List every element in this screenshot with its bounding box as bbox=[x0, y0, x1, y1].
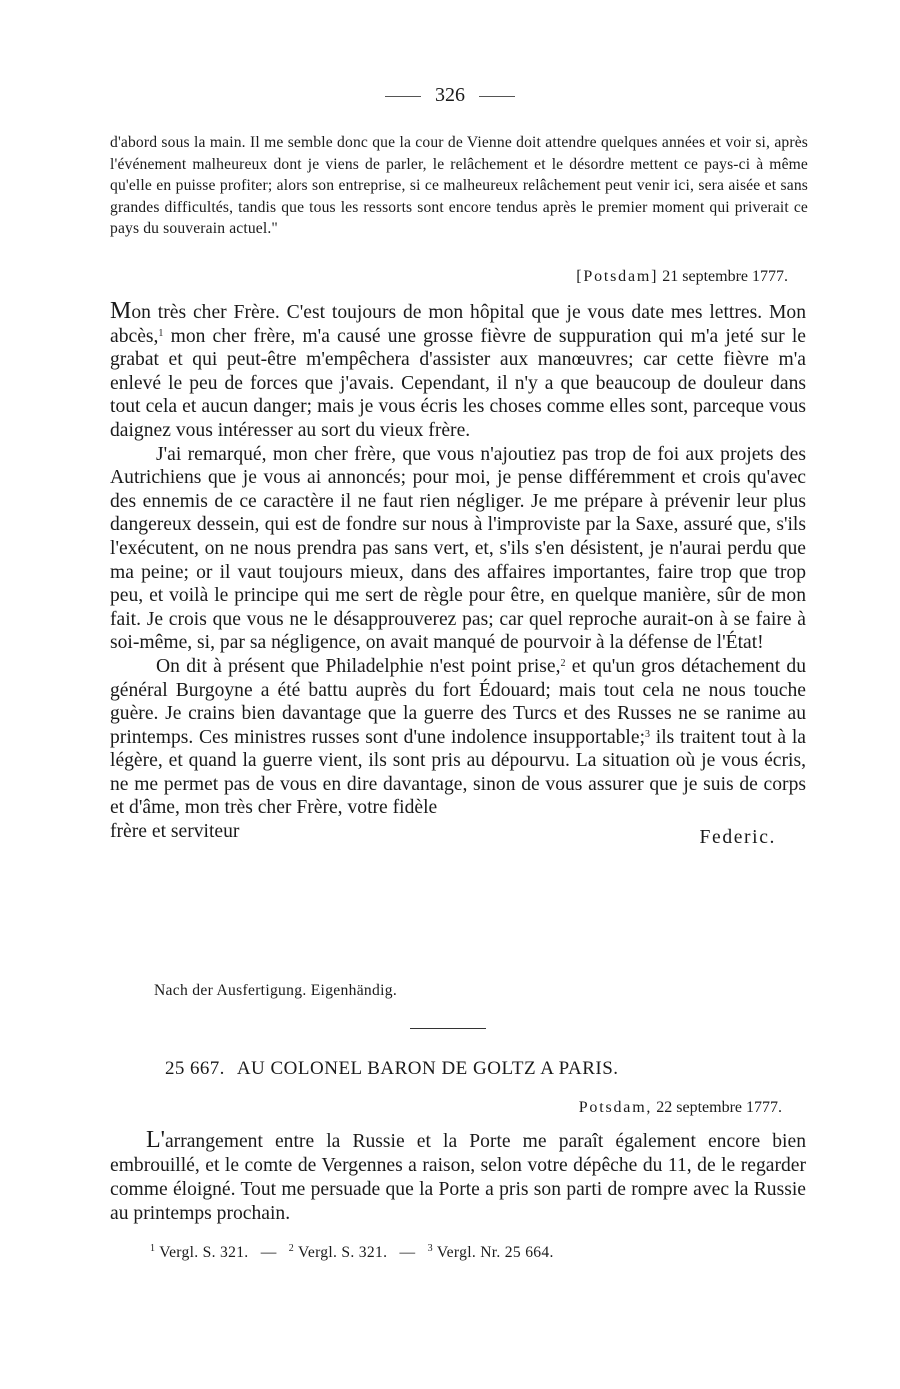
footnote-2-text: Vergl. S. 321. bbox=[298, 1244, 388, 1261]
page-number bbox=[0, 84, 900, 107]
footnote-1-mark: 1 bbox=[150, 1243, 156, 1254]
page-number-text: 326 bbox=[435, 84, 465, 106]
letter2-body bbox=[110, 1128, 806, 1226]
letter1-p3-part-b: et qu'un gros détachement du général Burgoyne a été battu auprès du fort Édouard; mais tout cela ne nous touche guère. Je crains bien davantage que la guerre des Turcs et des Russes ne se ranime au printemps. Ces ministres russes sont d'une indolence insupportable; bbox=[110, 655, 807, 748]
letter1-place: [Potsdam] bbox=[576, 268, 659, 285]
letter2-place: Potsdam, bbox=[578, 1099, 653, 1116]
footnote-ref-2: 2 bbox=[560, 657, 566, 669]
signature: Federic. bbox=[699, 827, 776, 849]
closing-row bbox=[110, 820, 806, 849]
footnote-2 bbox=[289, 1244, 387, 1261]
letter1-p1-part-a: Mon très cher Frère. C'est toujours de mon hôpital que je vous date mes lettres. Mon abcès, bbox=[110, 298, 806, 347]
closing-text: frère et serviteur bbox=[110, 821, 240, 843]
footnote-3-mark: 3 bbox=[427, 1243, 433, 1254]
section-title: AU COLONEL BARON DE GOLTZ A PARIS. bbox=[236, 1058, 619, 1079]
footnote-3-text: Vergl. Nr. 25 664. bbox=[436, 1244, 554, 1261]
letter1-p1-part-b: mon cher frère, m'a causé une grosse fièvre de suppuration qui m'a jeté sur le grabat et qui peut-être m'empêchera d'assister aux manœuvres; car cette fièvre m'a enlevé le peu de forces que j'avais. Cependant, il n'y a que beaucoup de douleur dans tout cela et aucun danger; mais je vous écris les choses comme elles sont, parceque vous daignez vous intéresser au sort du vieux frère. bbox=[110, 325, 806, 441]
footnote-ref-1: 1 bbox=[158, 327, 164, 339]
source-note: Nach der Ausfertigung. Eigenhändig. bbox=[154, 982, 398, 999]
letter2-dateline bbox=[579, 1099, 782, 1117]
letter1-dateline bbox=[576, 268, 788, 286]
section-divider bbox=[410, 1028, 486, 1029]
footnote-ref-3: 3 bbox=[645, 728, 651, 740]
letter1-body bbox=[110, 298, 807, 849]
footnote-separator-2: — bbox=[399, 1244, 416, 1261]
letter1-date: 21 septembre 1777. bbox=[662, 268, 788, 285]
footnote-separator-1: — bbox=[260, 1244, 277, 1261]
footnote-1-text: Vergl. S. 321. bbox=[159, 1244, 249, 1261]
footnote-2-mark: 2 bbox=[288, 1243, 295, 1254]
letter1-p3-part-c: ils traitent tout à la légère, et quand la guerre vient, ils sont pris au dépourvu. La situation où je vous écris, ne me permet pas de vous en dire davantage, sinon de vous assurer que je suis de corps et d'âme, mon très cher Frère, votre fidèle bbox=[110, 726, 806, 819]
letter2-date: 22 septembre 1777. bbox=[656, 1099, 782, 1116]
section-heading bbox=[165, 1058, 619, 1080]
quoted-passage: d'abord sous la main. Il me semble donc que la cour de Vienne doit attendre quelques années et voir si, après l'événement malheureux dont je viens de parler, le relâchement et le désordre mettent ce pays-ci à même qu'elle en puisse profiter; alors son entreprise, si ce malheureux relâchement peut venir ici, sera aisée et sans grandes difficultés, tandis que tous les ressorts sont encore tendus après le premier moment qui priverait ce pays du souverain actuel." bbox=[110, 134, 808, 238]
letter2-paragraph-1: L'arrangement entre la Russie et la Porte me paraît également encore bien embrouillé, et le comte de Vergennes a raison, selon votre dépêche du 11, de le regarder comme éloigné. Tout me persuade que la Porte a pris son parti de rompre avec la Russie au printemps prochain. bbox=[110, 1127, 806, 1224]
page-number-rule-right bbox=[479, 96, 515, 97]
letter1-paragraph-3 bbox=[110, 655, 806, 820]
page-number-rule-left bbox=[385, 96, 421, 97]
letter1-paragraph-1 bbox=[110, 300, 806, 443]
footnotes bbox=[150, 1244, 554, 1262]
footnote-3 bbox=[428, 1244, 554, 1261]
letter1-p3-part-a: On dit à présent que Philadelphie n'est point prise, bbox=[156, 655, 561, 677]
section-number: 25 667. bbox=[165, 1058, 225, 1079]
letter1-paragraph-2: J'ai remarqué, mon cher frère, que vous n'ajoutiez pas trop de foi aux projets des Autrichiens que je vous ai annoncés; pour moi, je pense différemment et crois qu'avec des ennemis de ce caractère il ne faut rien négliger. Je me prépare à prévenir leur plus dangereux dessein, qui est de fondre sur nous à l'improviste par la Saxe, assuré que, s'ils l'exécutent, on ne nous prendra pas sans vert, et, s'ils s'en désistent, je n'aurai perdu que ma peine; or il vaut toujours mieux, dans des affaires importantes, faire trop que trop peu, et voilà le principe qui me sert de règle pour être, en quelque manière, sûr de mon fait. Je crois que vous ne le désapprouverez pas; car quel reproche aurait-on à se faire à soi-même, si, par sa négligence, on avait manqué de pourvoir à la défense de l'État! bbox=[110, 443, 806, 654]
footnote-1 bbox=[150, 1244, 248, 1261]
